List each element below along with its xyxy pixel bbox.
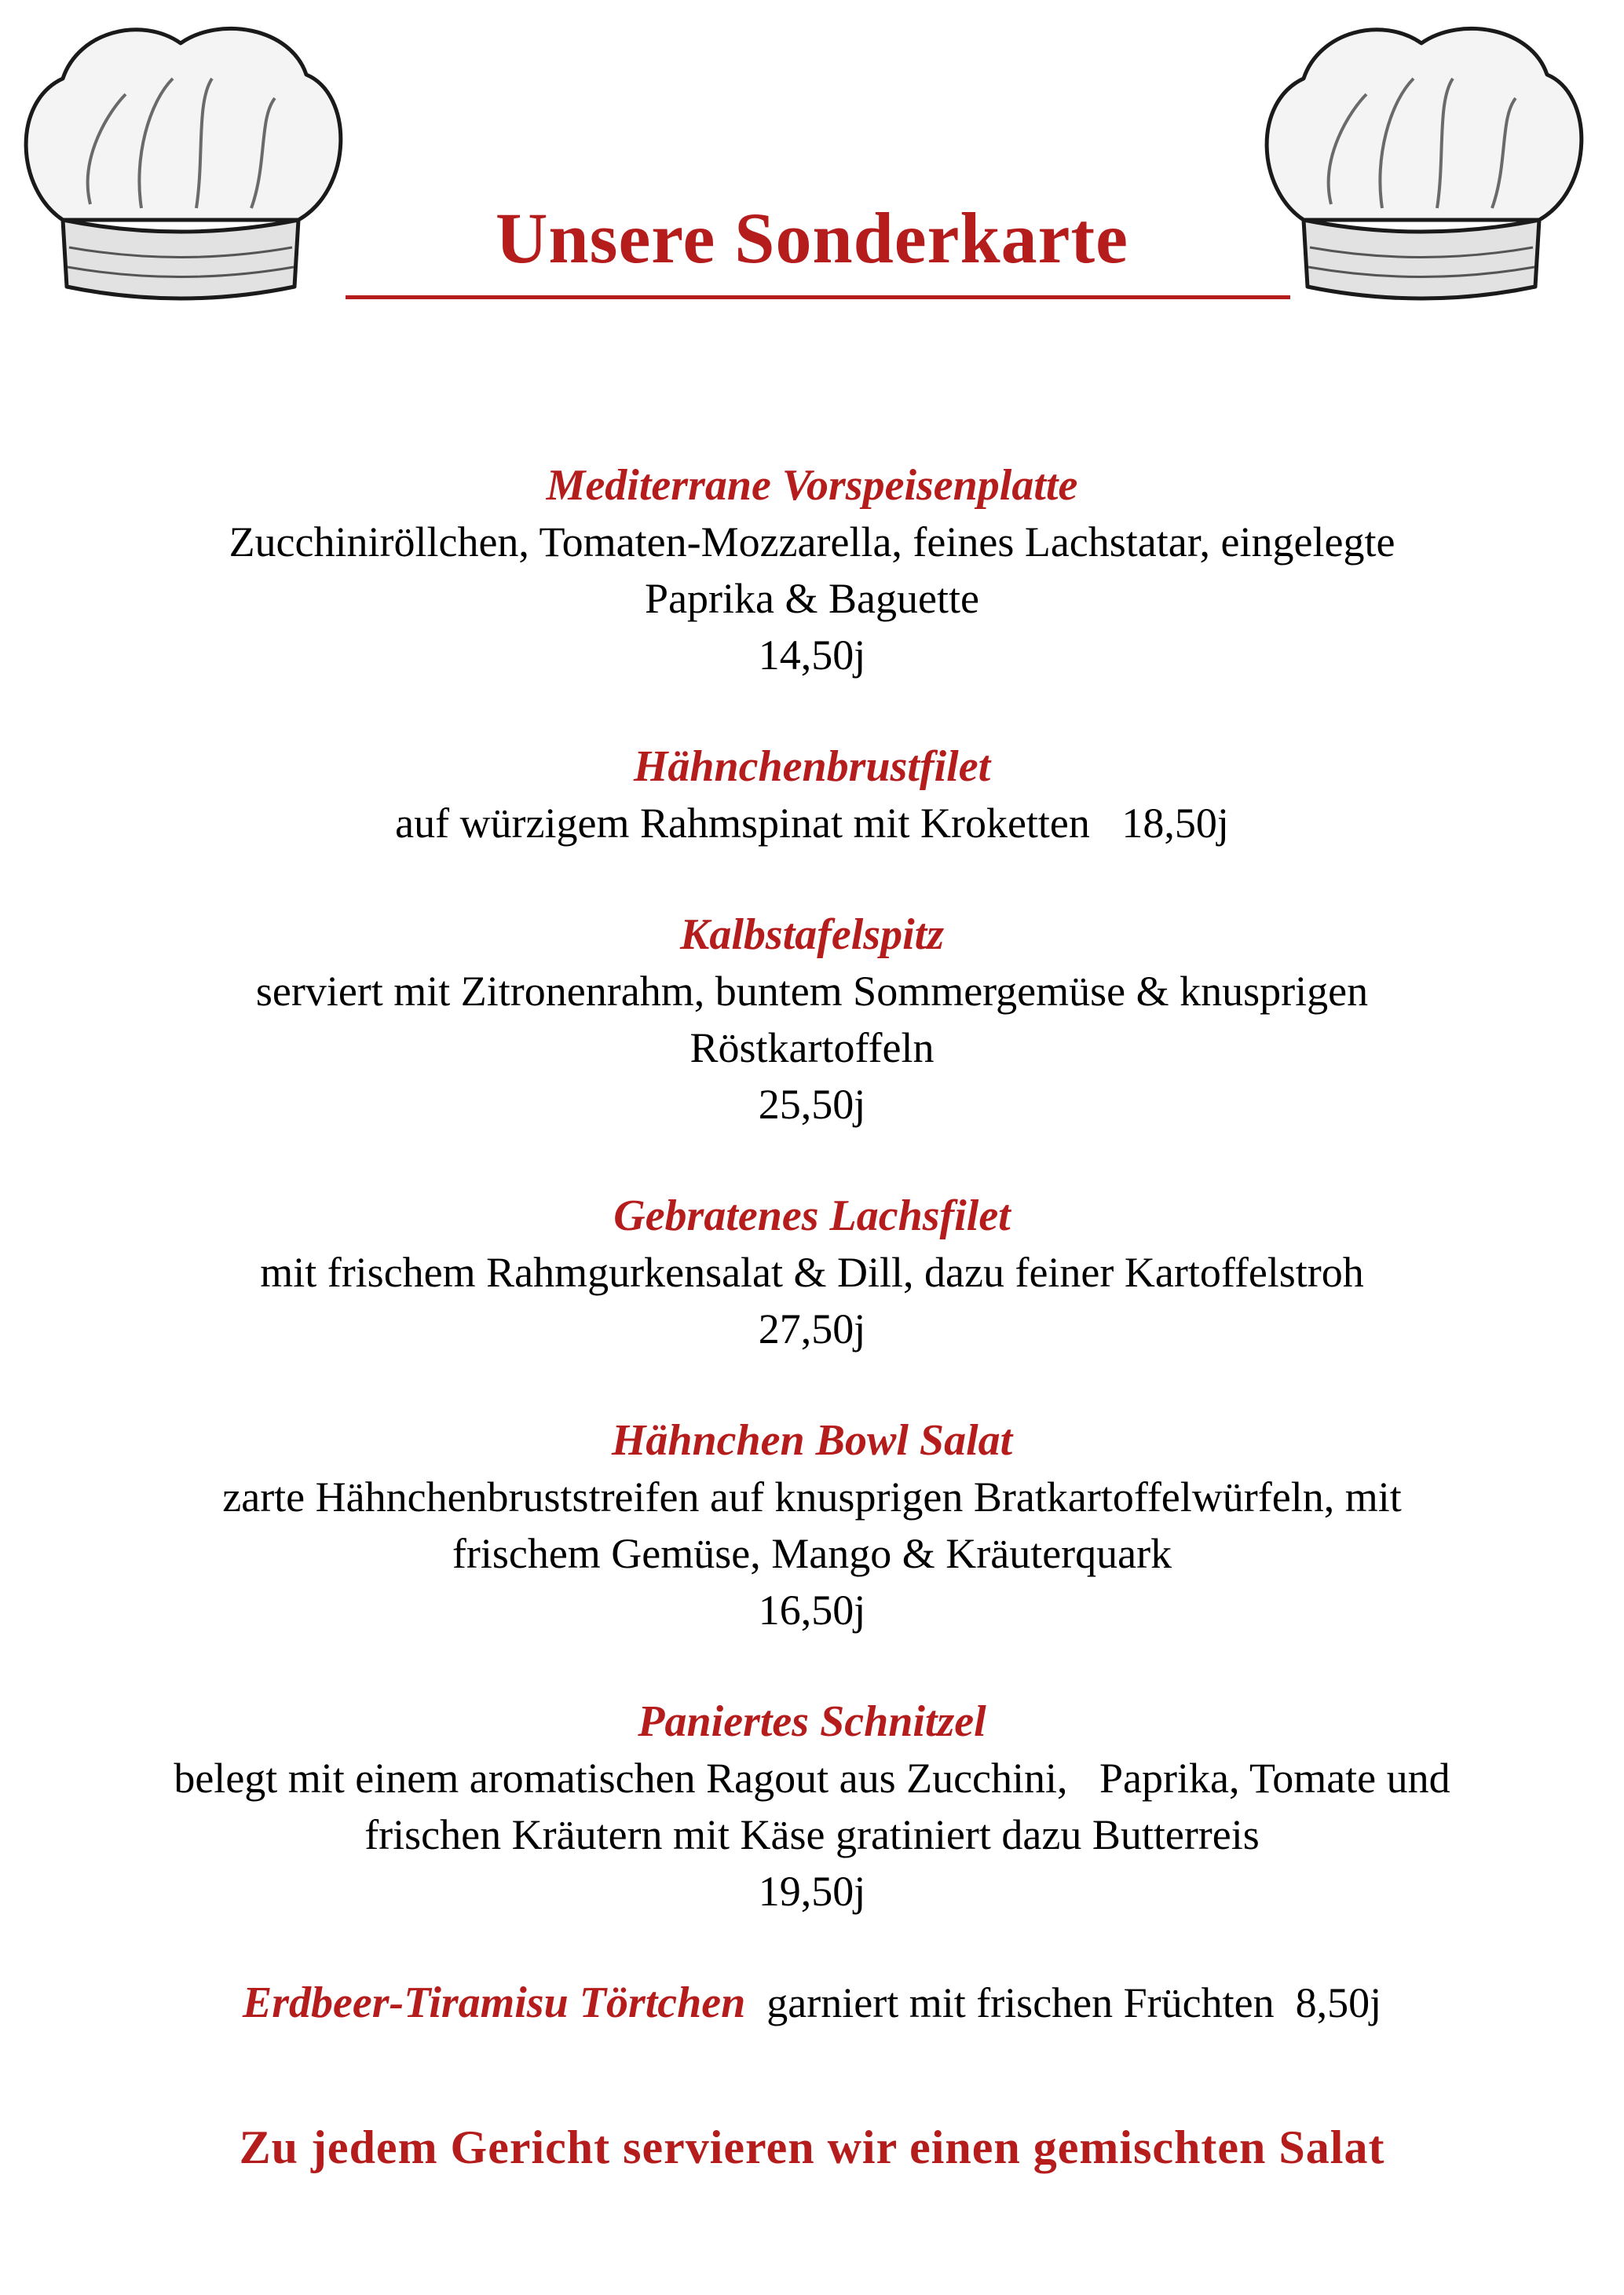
dish-name: Mediterrane Vorspeisenplatte xyxy=(546,461,1078,510)
menu-item-schnitzel xyxy=(0,1693,1624,1920)
menu-item-tiramisu xyxy=(0,1975,1624,2031)
dish-description: frischen Kräutern mit Käse gratiniert dazu Butterreis xyxy=(364,1811,1260,1858)
menu-item-vorspeisenplatte xyxy=(0,457,1624,683)
menu-item-kalbstafelspitz xyxy=(0,906,1624,1133)
dish-name: Kalbstafelspitz xyxy=(679,910,945,959)
dish-description: frischem Gemüse, Mango & Kräuterquark xyxy=(452,1530,1172,1577)
dish-name: Hähnchen Bowl Salat xyxy=(611,1416,1013,1465)
dish-name: Hähnchenbrustfilet xyxy=(633,742,991,791)
dish-description: Paprika & Baguette xyxy=(645,575,979,622)
dish-price: 25,50j xyxy=(758,1081,866,1128)
dish-description: Röstkartoffeln xyxy=(689,1024,935,1071)
dish-price: 19,50j xyxy=(758,1868,866,1915)
dish-description: zarte Hähnchenbruststreifen auf knusprigen Bratkartoffelwürfeln, mit xyxy=(222,1473,1402,1521)
dish-name: Erdbeer-Tiramisu Törtchen xyxy=(242,1978,746,2027)
dish-description: belegt mit einem aromatischen Ragout aus Zucchini, Paprika, Tomate und xyxy=(174,1755,1450,1802)
dish-price: 14,50j xyxy=(758,631,866,679)
dish-description: garniert mit frischen Früchten 8,50j xyxy=(745,1979,1382,2026)
dish-price: 16,50j xyxy=(758,1587,866,1634)
menu-item-haehnchenbrustfilet xyxy=(0,738,1624,851)
dish-name: Paniertes Schnitzel xyxy=(638,1697,986,1746)
dish-description: Zucchiniröllchen, Tomaten-Mozzarella, feines Lachstatar, eingelegte xyxy=(229,518,1395,566)
menu-item-bowl-salat xyxy=(0,1412,1624,1638)
dish-description: serviert mit Zitronenrahm, buntem Sommergemüse & knusprigen xyxy=(255,968,1369,1015)
dish-description: mit frischem Rahmgurkensalat & Dill, dazu feiner Kartoffelstroh xyxy=(260,1249,1364,1296)
dish-description: auf würzigem Rahmspinat mit Kroketten 18,50j xyxy=(395,800,1229,847)
dish-price: 27,50j xyxy=(758,1305,866,1352)
menu-item-lachsfilet xyxy=(0,1188,1624,1357)
title-underline xyxy=(346,295,1290,299)
menu-list xyxy=(0,457,1624,2031)
page-title: Unsere Sonderkarte xyxy=(496,198,1128,278)
footer-note: Zu jedem Gericht servieren wir einen gemischten Salat xyxy=(239,2121,1385,2173)
dish-name: Gebratenes Lachsfilet xyxy=(613,1191,1011,1240)
